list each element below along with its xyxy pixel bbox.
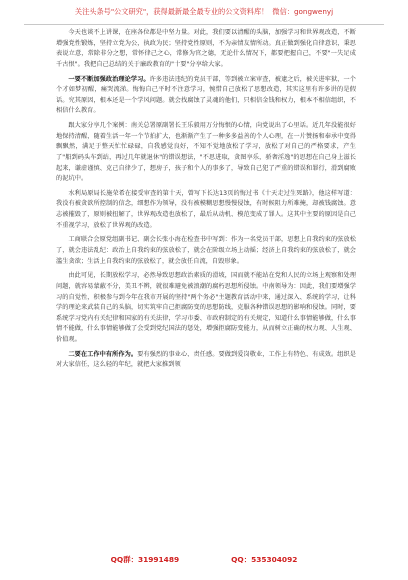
section-heading-one: 一要不断加强政治理论学习。	[68, 75, 150, 83]
paragraph-intro: 今天也谈不上讲课，在座各位都是中坚力量。对此，我们要以清醒的头脑，加强学习和世界观改造，不断增强党性锻炼，坚持立党为公，执政为民；坚持党性原则，不为亲情友情所动。真正做到强化自律意识，秉思表说立意，常除非分之想，常怀律己之心，常修为官之德，无论什么情况下，都要把握自己，不要"一失足成千古恨"。我把自己总结的关于廉政教育的"十要"分享给大家。	[56, 29, 356, 68]
paragraph-case-three: 工商联合会原党组副书记、副会长张小海在检查书中写到：作为一名党员干部，思想上自我约束的弦放松了，就会违法乱纪：政治上自我约束的弦放松了，就会在阶级立场上动摇；经济上自我约束的弦放松了，就会滥生贪欲；生活上自我约束的弦放松了，就会放任自流，自毁形象。	[56, 236, 356, 265]
header-wechat: 微信：gongwenyj	[272, 7, 334, 16]
page-footer	[0, 554, 408, 565]
footer-qq: QQ：535304092	[231, 555, 298, 564]
paragraph-case-one: 跟大家分享几个案例：南关总署原副署长王乐毅用万分悔恨的心情，向党说出了心里话。近几年没能很好地保持清醒，随着生活一年一个节拍扩大，也渐渐产生了一种多多益善的个人心理，在一片赞扬和奉承中变得飘飘然，满足于整天忙忙碌碌，自我感觉良好，不知不觉地放松了学习，放松了对自己的严格要求，产生了"船到码头车到站，再过几年就退休"的错误想法，"不思进取，贪图享乐，骄奢淫逸"的思想在自己身上滋长起来，谦虚谨慎、克己自律少了，想房子，孩子和个人的事多了，导致自己犯了严重的错误和罪行，滑到腐败的泥坑中。	[56, 122, 356, 183]
document-body	[56, 28, 356, 375]
page-header	[0, 0, 408, 24]
section-heading-two: 二要在工作中有所作为。	[68, 350, 138, 358]
header-divider	[24, 24, 384, 25]
header-slogan: 关注头条号"公文研究"，获得最新最全最专业的公文资料库！	[74, 7, 269, 16]
paragraph-conclusion: 由此可见，长期放松学习，必然导致思想政治素质的滑坡，国而就不能站在党和人民的立场上观察和处理问题，就容易蒙蔽不分，美丑不辨，就很难避免被浪潮的腐朽思想所侵蚀。中南领导为：因此，我们要增强学习的自觉性，积极参与到今年在我市开展的坚持"两个务必"主题教育活动中来，通过深入、系统的学习，让科学的理论来武装自己的头脑，切实筑牢自己拒腐防变的思想防线，克服各种错误思想的影响和侵蚀。同时，要系统学习党内有关纪律和国家的有关法律，学习市委、市政府制定的有关规定，知道什么事情能够做，什么事情不能做，什么事情能够做了会受到党纪国法的惩处，增强拒腐防变能力，从而树立正确的权力观、人生观、价值观。	[56, 272, 356, 343]
paragraph-point-two: 二要在工作中有所作为。要有强烈的事业心、责任感。要做到爱岗敬业，工作上有特色、有成效。组织是对大家信任，这么轻的年纪，就把大家推到领	[56, 350, 356, 369]
paragraph-point-one: 一要不断加强政治理论学习。许多违法违纪的党员干部，等到被立案审查，被逮之后，被关进牢狱，一个个才如梦初醒，痛哭流涕。悔悔自己平时不注意学习，惋惜自己放松了思想改造，其实这里有许多讲的是假话。究其原因，根本还是一个学风问题。就会找腐蚀了灵魂的他们，只相信金钱和权力，根本不相信组织，不相信什么教育。	[56, 75, 356, 115]
footer-qq-group: QQ群：31991489	[110, 555, 180, 564]
paragraph-case-two: 水利局原局长施荣希在接受审查的第十天，曾写下长达13页的悔过书《十天走过生死路》，他这样写道：我没有被贪欲所控制的信念，细想作为领导，没有被模糊思想慢慢侵蚀，有时候阻力所难掩，却被钱腐蚀。意志被摧毁了，原则被扭解了，世界观改造也放松了，最后从动机、模范变成了罪人。这其中主要的原因是自己不重视学习，放松了世界观的改造。	[56, 189, 356, 229]
